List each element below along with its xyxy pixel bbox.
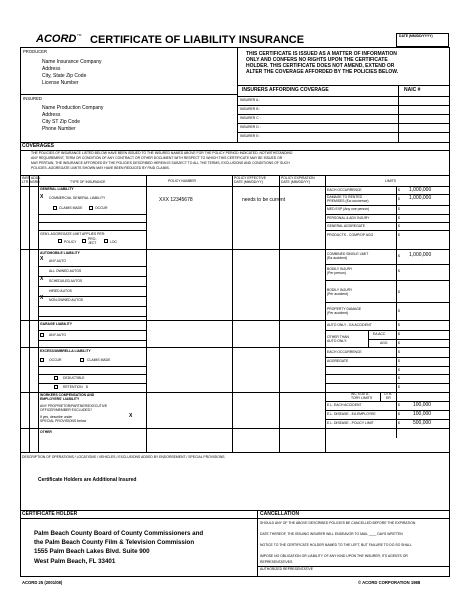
section-line [20, 452, 450, 453]
gl-occur: OCCUR [95, 206, 108, 210]
excess-limit-label-2: AGGREGATE [327, 359, 349, 363]
dollar-sign: $ [398, 350, 400, 354]
limit-line [325, 230, 450, 231]
dollar-sign: $ [398, 368, 400, 372]
insured-line-3: City ST Zip Code [42, 119, 80, 125]
holder-line-3: 1555 Palm Beach Lakes Blvd. Suite 900 [34, 548, 150, 555]
limit-line [325, 357, 450, 358]
wc-q2: OFFICER/MEMBER EXCLUDED? [40, 408, 92, 412]
limit-line [368, 339, 450, 340]
insurers-top-line [237, 85, 450, 86]
disclaimer-line-2: ONLY AND CONFERS NO RIGHTS UPON THE CERTIFICATE [246, 57, 388, 63]
limit-line [325, 302, 450, 303]
disclaimer-line-3: HOLDER. THIS CERTIFICATE DOES NOT AMEND, EXTEND OR [246, 63, 395, 69]
excess-line [38, 374, 146, 375]
dollar-sign: $ [398, 403, 400, 407]
coverages-text-3: MAY PERTAIN, THE INSURANCE AFFORDED BY THE POLICIES DESCRIBED HEREIN IS SUBJECT TO ALL THE TERMS, EXCLUSIONS AND CONDITIONS OF SUCH [31, 161, 290, 165]
producer-line-4: License Number [42, 80, 79, 86]
dollar-sign: $ [398, 412, 400, 416]
auto-item-5: NON-OWNED AUTOS [49, 298, 84, 302]
gl-limit-label-6: PRODUCTS - COMP/OP AGG [327, 233, 374, 237]
dollar-sign: $ [398, 216, 400, 220]
coverages-label: COVERAGES [22, 143, 54, 149]
gl-policy: POLICY [64, 240, 77, 244]
dollar-sign: $ [398, 332, 400, 336]
col-policy [232, 175, 233, 452]
wc-mark: X [129, 413, 133, 419]
auto-line [38, 296, 146, 297]
gl-project-2: JECT [88, 241, 97, 245]
dollar-sign: $ [398, 309, 400, 313]
producer-line-3: City, State Zip Code [42, 73, 87, 79]
dollar-sign: $ [398, 421, 400, 425]
limit-line [325, 366, 450, 367]
cancellation-line-1: SHOULD ANY OF THE ABOVE DESCRIBED POLICIES BE CANCELLED BEFORE THE EXPIRATION [260, 521, 416, 525]
gl-line [38, 230, 146, 231]
insurer-a: INSURER A : [240, 98, 260, 102]
limit-line [325, 383, 450, 384]
eff-date-header: POLICY EFFECTIVE [234, 176, 266, 180]
acord-logo: ACORD [36, 33, 77, 45]
form-frame [20, 47, 450, 577]
section-line [20, 249, 450, 250]
excess-title: EXCESS/UMBRELLA LIABILITY [40, 349, 91, 353]
insured-line-4: Phone Number [42, 126, 76, 132]
dollar-sign: $ [398, 269, 400, 273]
policy-number-header: POLICY NUMBER [168, 179, 197, 183]
retention-checkbox[interactable] [54, 385, 58, 389]
gl-policy-number: XXX 12345678 [159, 197, 193, 203]
limit-line [325, 330, 450, 331]
insurer-row-line [237, 132, 450, 133]
holder-label: CERTIFICATE HOLDER [22, 511, 78, 517]
footer-form-number: ACORD 25 (2001/08) [22, 580, 63, 585]
limit-line [325, 419, 450, 420]
cancellation-line-4: IMPOSE NO OBLIGATION OR LIABILITY OF ANY KIND UPON THE INSURER, ITS AGENTS OR [260, 554, 408, 558]
wc-title: WORKERS COMPENSATION AND [40, 393, 95, 397]
auto-mark-3: X [40, 276, 44, 282]
wc-limit-label-3: E.L. DISEASE - POLICY LIMIT [327, 421, 374, 425]
dollar-sign: $ [398, 233, 400, 237]
document-title: CERTIFICATE OF LIABILITY INSURANCE [90, 34, 305, 46]
insurer-row-line [237, 114, 450, 115]
exp-date-header: POLICY EXPIRATION [281, 176, 315, 180]
gl-limit-value-2: 1,000,000 [409, 195, 432, 201]
holder-line-1: Palm Beach County Board of County Commissioners and [34, 530, 204, 537]
limit-line [325, 264, 450, 265]
producer-line-1: Name Insurance Company [42, 59, 102, 65]
excess-claims-made: CLAIMS MADE [87, 358, 111, 362]
wc-limit-label-1: E.L. EACH ACCIDENT [327, 403, 362, 407]
limits-header: LIMITS [385, 179, 396, 183]
occur-checkbox[interactable] [89, 206, 93, 210]
loc-checkbox[interactable] [104, 239, 108, 243]
auto-item-1: ANY AUTO [49, 259, 67, 263]
dollar-sign: $ [398, 188, 400, 192]
auto-line [38, 286, 146, 287]
description-text: Certificate Holders are Additional Insured [38, 477, 137, 483]
wc-er: ER [386, 396, 391, 400]
auto-line [38, 306, 146, 307]
gl-project: PRO- [88, 237, 97, 241]
insurer-b: INSURER B : [240, 107, 261, 111]
insurer-row-line [237, 96, 450, 97]
project-checkbox[interactable] [82, 239, 86, 243]
excess-limit-label-1: EACH OCCURRENCE [327, 350, 362, 354]
gl-line [38, 222, 146, 223]
insurer-d: INSURER D : [240, 125, 261, 129]
insr-header: INSR ADD'L [22, 176, 41, 180]
auto-item-3: SCHEDULED AUTOS [49, 279, 83, 283]
gl-limit-label-2: DAMAGE TO RENTED [327, 195, 363, 199]
insurer-row-line [237, 123, 450, 124]
insured-line-1: Name Production Company [42, 105, 104, 111]
gl-limit-label-3: MED EXP (Any one person) [327, 207, 370, 211]
wc-limit-value-2: 100,000 [413, 411, 432, 417]
naic-heading: NAIC # [404, 87, 421, 93]
footer-copyright: © ACORD CORPORATION 1988 [358, 580, 421, 585]
garage-line [38, 330, 146, 331]
dollar-sign: $ [398, 359, 400, 363]
garage-title: GARAGE LIABILITY [40, 322, 73, 326]
gl-loc: LOC [110, 240, 117, 244]
holder-top-line [20, 510, 450, 511]
garage-agg: AGG [380, 341, 388, 345]
other-label: OTHER [40, 430, 52, 434]
garage-any-auto: ANY AUTO [49, 333, 67, 337]
description-label: DESCRIPTION OF OPERATIONS / LOCATIONS / VEHICLES / EXCLUSIONS ADDED BY ENDORSEMENT / SPECIAL PROVISIONS [22, 455, 225, 459]
auto-limit-label-4: PROPERTY DAMAGE [327, 307, 362, 311]
garage-auto-only: AUTO ONLY: [327, 339, 348, 343]
trademark: TM [77, 33, 82, 37]
dollar-sign: $ [398, 254, 400, 258]
auto-limit-label-2b: (Per person) [327, 271, 346, 275]
auto-limit-label-3b: (Per accident) [327, 292, 349, 296]
excess-occur: OCCUR [49, 358, 62, 362]
section-line [20, 347, 450, 348]
auto-mark-5: X [40, 295, 44, 301]
coverages-top-line [20, 142, 450, 143]
wc-q3: If yes, describe under [40, 415, 73, 419]
gl-limit-label-4: PERSONAL & ADV INJURY [327, 216, 370, 220]
dollar-sign: $ [398, 224, 400, 228]
wc-limit-label-2: E.L. DISEASE - EA EMPLOYEE [327, 412, 376, 416]
gl-limit-value-1: 1,000,000 [409, 187, 432, 193]
insurer-e: INSURER E : [240, 134, 261, 138]
auto-item-2: ALL OWNED AUTOS [49, 269, 82, 273]
garage-other-than: OTHER THAN [327, 335, 349, 339]
limit-line [325, 401, 450, 402]
wc-limit-value-1: 100,000 [413, 402, 432, 408]
producer-line-2: Address [42, 66, 61, 72]
dollar-sign: $ [398, 385, 400, 389]
wc-oth: OTH- [384, 392, 393, 396]
auto-line [38, 276, 146, 277]
auto-limit-label-1b: (Ea accident) [327, 256, 347, 260]
header-divider [237, 47, 238, 142]
dollar-sign: $ [86, 385, 88, 389]
dollar-sign: $ [398, 207, 400, 211]
gl-mark: X [40, 194, 44, 200]
auto-line [38, 266, 146, 267]
holder-label-line [20, 518, 450, 519]
date-label: DATE (MM/DD/YYYY) [399, 34, 433, 38]
gl-title: GENERAL LIABILITY [40, 187, 74, 191]
auto-limit-value-1: 1,000,000 [409, 252, 432, 258]
gl-agg-applies: GEN'L AGGREGATE LIMIT APPLIES PER: [40, 232, 106, 236]
dollar-sign: $ [398, 376, 400, 380]
limit-line [325, 222, 450, 223]
auto-limit-label-1: COMBINED SINGLE LIMIT [327, 252, 369, 256]
wc-tory-limits: TORY LIMITS [351, 396, 373, 400]
insured-top-line [20, 94, 237, 95]
exp-date-header-2: DATE (MM/DD/YY) [281, 180, 310, 184]
garage-subdivider [368, 330, 369, 347]
authorized-rep[interactable]: AUTHORIZED REPRESENTATIVE [260, 567, 313, 571]
insured-line-2: Address [42, 112, 61, 118]
wc-limit-value-3: 500,000 [413, 420, 432, 426]
disclaimer-line-1: THIS CERTIFICATE IS ISSUED AS A MATTER OF INFORMATION [246, 51, 397, 57]
insr-header-2: LTR INSRD [22, 180, 40, 184]
limit-line [325, 214, 450, 215]
auto-limit-label-4b: (Per accident) [327, 311, 349, 315]
policy-checkbox[interactable] [58, 239, 62, 243]
excess-retention: RETENTION [63, 385, 83, 389]
auto-mark-1: X [40, 256, 44, 262]
gl-limit-label-2b: PREMISES (Ea occurence) [327, 199, 369, 203]
cancellation-line-5: REPRESENTATIVES. [260, 560, 294, 564]
auto-limit-label-2: BODILY INJURY [327, 267, 353, 271]
dollar-sign: $ [398, 341, 400, 345]
coverages-text-1: THE POLICIES OF INSURANCE LISTED BELOW HAVE BEEN ISSUED TO THE INSURED NAMED ABOVE FOR THE POLICY PERIOD INDICATED. NOTWITHSTANDING [31, 151, 293, 155]
gl-line [38, 214, 146, 215]
cancellation-label: CANCELLATION [260, 511, 300, 517]
wc-statu: WC STATU- [351, 392, 370, 396]
dollar-sign: $ [398, 323, 400, 327]
garage-ea-acc: EA ACC [373, 332, 386, 336]
limit-line [325, 374, 450, 375]
limit-line [325, 410, 450, 411]
gl-limit-label-1: EACH OCCURRENCE [327, 188, 362, 192]
disclaimer-line-4: ALTER THE COVERAGE AFFORDED BY THE POLICIES BELOW. [246, 69, 399, 75]
col-insrd [38, 175, 39, 452]
excess-occur-checkbox[interactable] [40, 358, 44, 362]
gl-claims-made: CLAIMS MADE [59, 206, 83, 210]
insurer-row-line [237, 105, 450, 106]
type-header: TYPE OF INSURANCE [70, 180, 106, 184]
cancellation-line-3: NOTICE TO THE CERTIFICATE HOLDER NAMED TO THE LEFT, BUT FAILURE TO DO SO SHALL [260, 543, 412, 547]
holder-line-2: the Palm Beach County Film & Television Commission [34, 539, 195, 546]
any-auto-checkbox[interactable] [40, 333, 44, 337]
col-eff [279, 175, 280, 452]
cancellation-line-2: DATE THEREOF, THE ISSUING INSURER WILL ENDEAVOR TO MAIL ____ DAYS WRITTEN [260, 532, 403, 536]
insurers-heading: INSURERS AFFORDING COVERAGE [242, 87, 329, 93]
wc-q1: ANY PROPRIETOR/PARTNER/EXECUTIVE [40, 404, 108, 408]
holder-line-4: West Palm Beach, FL 33401 [34, 558, 116, 565]
deductible-checkbox[interactable] [54, 376, 58, 380]
excess-line [38, 366, 146, 367]
col-ltr [29, 175, 30, 452]
auto-limit-label-3: BODILY INJURY [327, 288, 353, 292]
section-line [20, 428, 450, 429]
excess-line [38, 383, 146, 384]
auto-title: AUTOMOBILE LIABILITY [40, 251, 80, 255]
insurer-c: INSURER C : [240, 116, 261, 120]
wc-subdivider [380, 392, 381, 401]
garage-line [38, 340, 146, 341]
wc-q4: SPECIAL PROVISIONS below [40, 419, 87, 423]
gl-dates: needs to be current [242, 197, 286, 203]
coverages-text-2: ANY REQUIREMENT, TERM OR CONDITION OF ANY CONTRACT OR OTHER DOCUMENT WITH RESPECT TO WHICH THIS CERTIFICATE MAY BE ISSUED OR [31, 156, 283, 160]
wc-title-2: EMPLOYERS' LIABILITY [40, 397, 80, 401]
gl-limit-label-5: GENERAL AGGREGATE [327, 224, 366, 228]
eff-date-header-2: DATE (MM/DD/YY) [234, 180, 263, 184]
col-type [146, 175, 147, 452]
table-header-bottom [20, 186, 450, 187]
section-line [20, 320, 450, 321]
dollar-sign: $ [398, 290, 400, 294]
garage-limit-label-1: AUTO ONLY - EA ACCIDENT [327, 323, 372, 327]
auto-item-4: HIRED AUTOS [49, 289, 72, 293]
insured-label: INSURED [23, 96, 42, 101]
dollar-sign: $ [398, 197, 400, 201]
claims-made-checkbox[interactable] [53, 206, 57, 210]
gl-commercial: COMMERCIAL GENERAL LIABILITY [49, 196, 106, 200]
limit-line [325, 280, 450, 281]
limit-line [325, 205, 450, 206]
producer-label: PRODUCER [23, 49, 47, 54]
coverages-text-4: POLICIES. AGGREGATE LIMITS SHOWN MAY HAVE BEEN REDUCED BY PAID CLAIMS. [31, 166, 170, 170]
excess-deductible: DEDUCTIBLE [63, 376, 85, 380]
auto-line [38, 316, 146, 317]
excess-claims-checkbox[interactable] [80, 358, 84, 362]
